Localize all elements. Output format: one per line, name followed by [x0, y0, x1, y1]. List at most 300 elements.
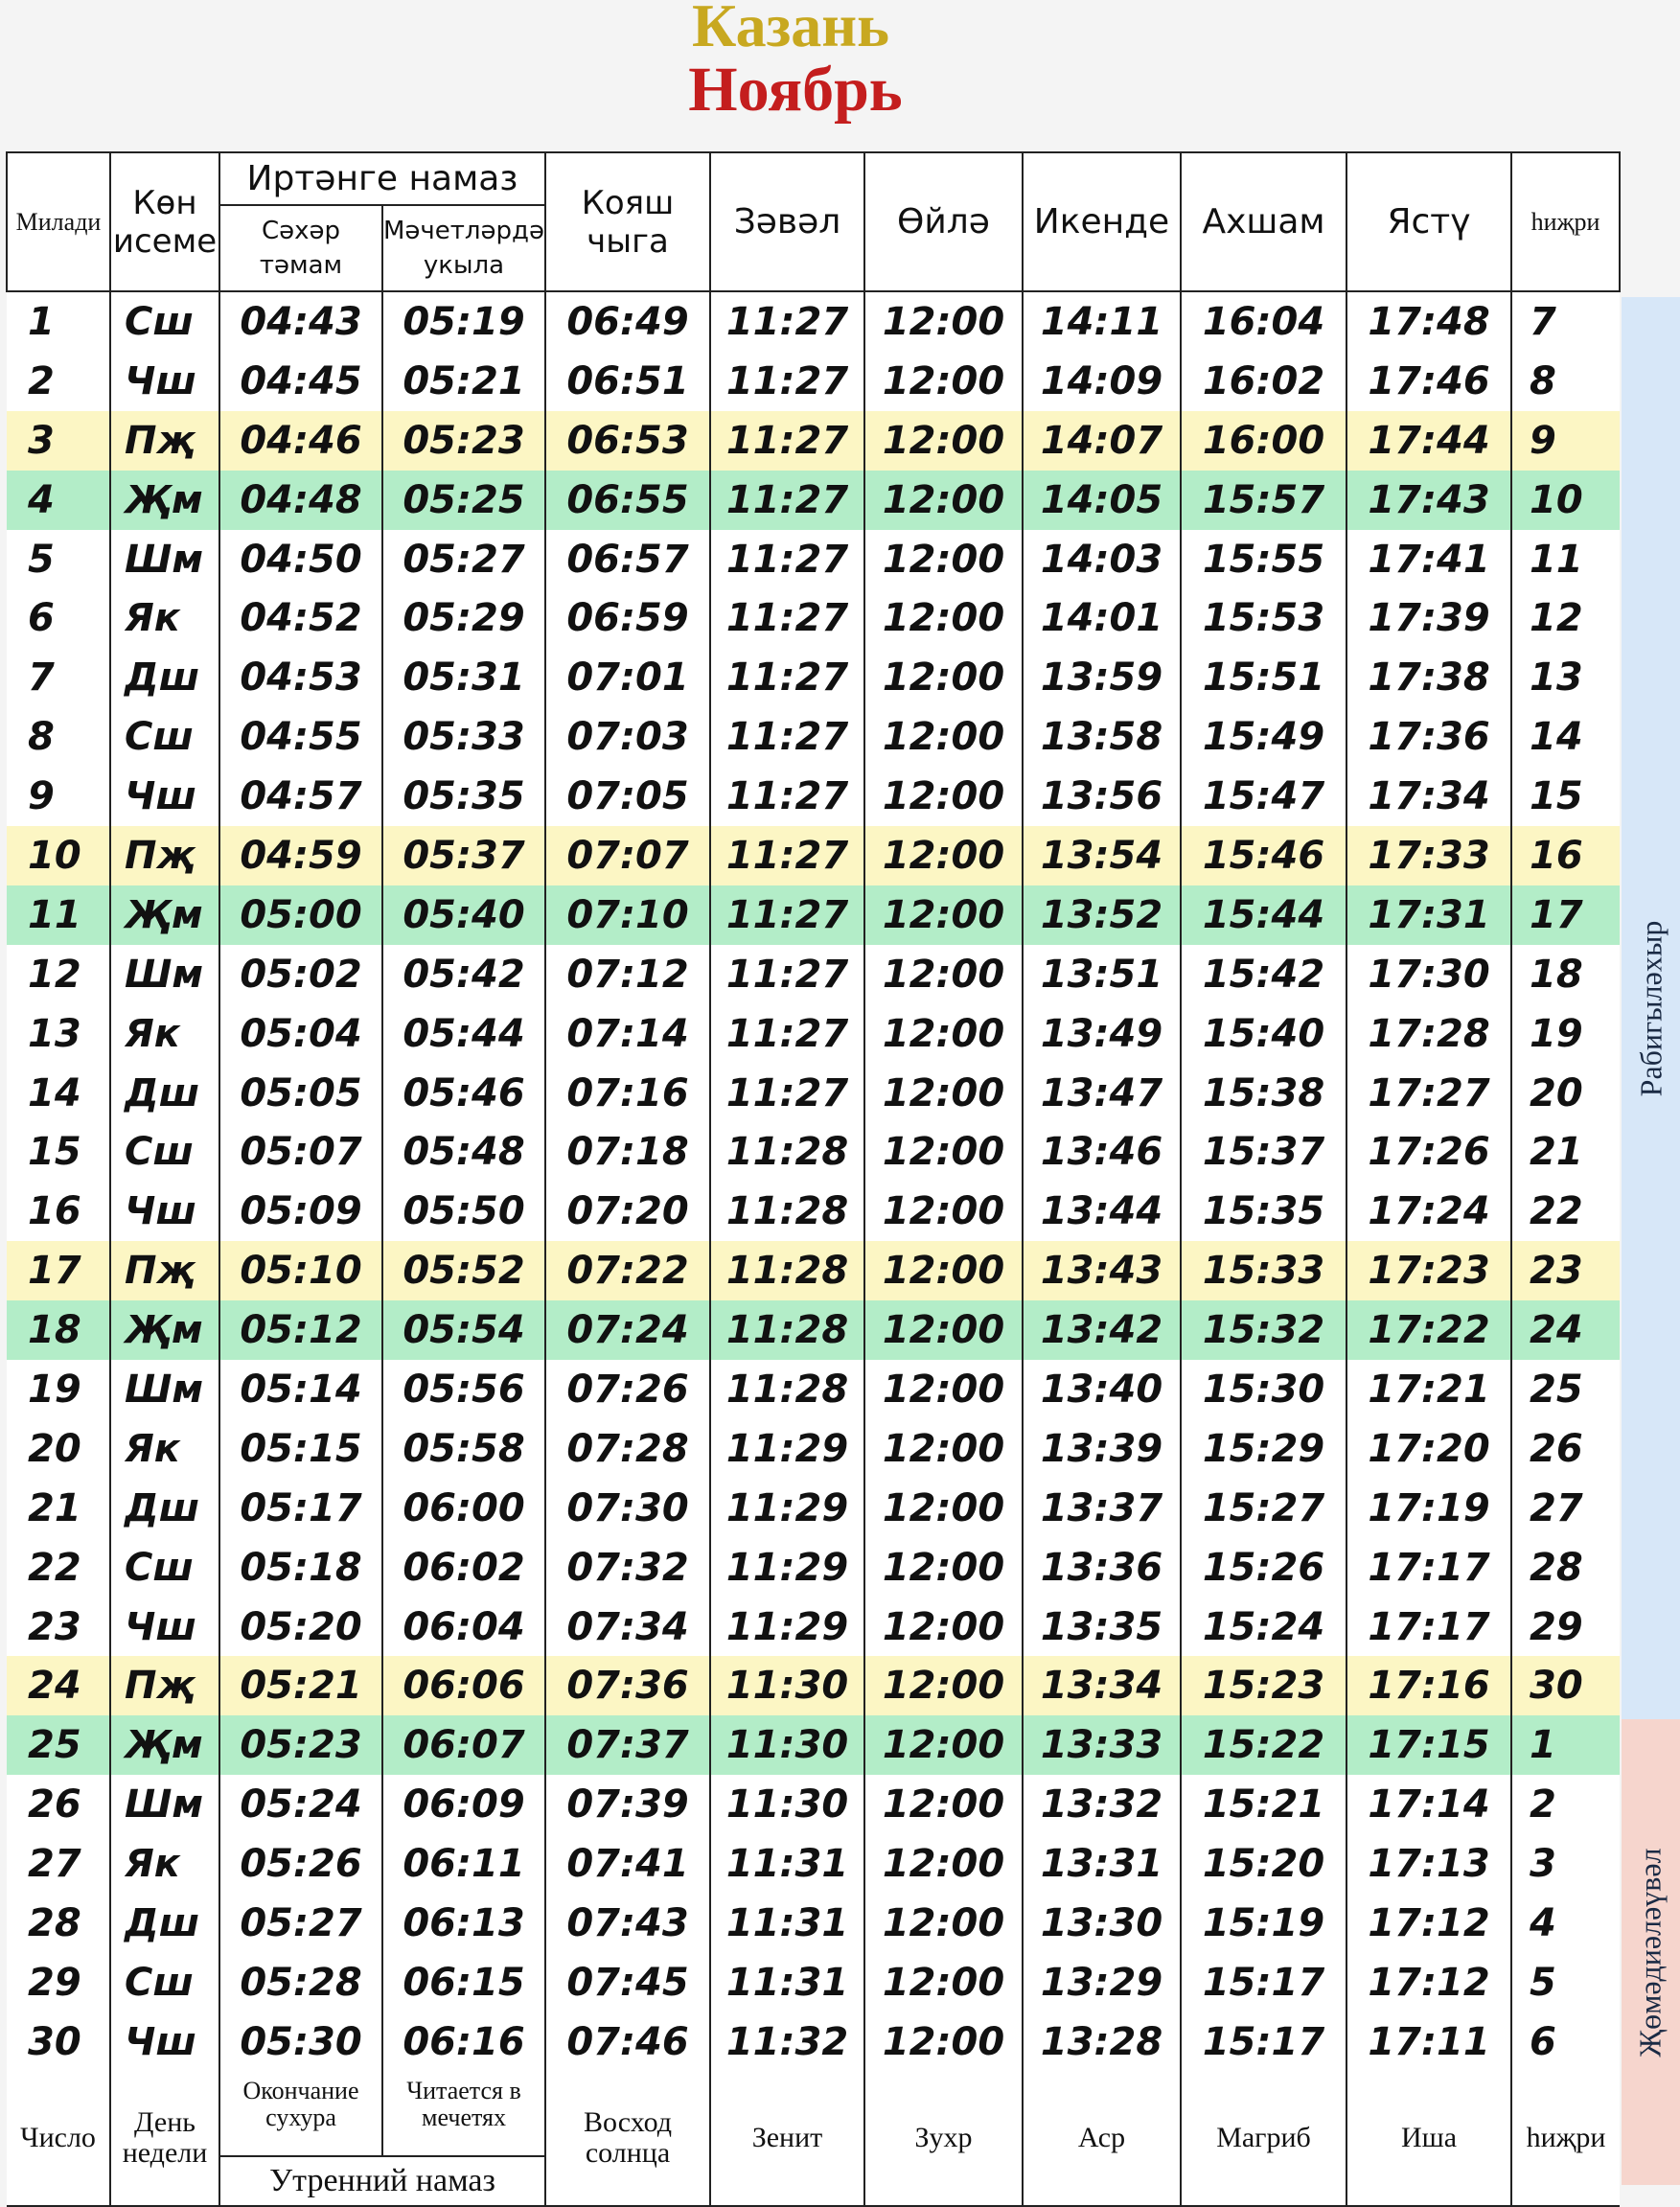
cell-zaval: 11:28: [710, 1360, 864, 1419]
cell-weekday: Сш: [110, 1953, 219, 2012]
cell-ikende: 13:43: [1023, 1241, 1181, 1300]
cell-weekday: Чш: [110, 1182, 219, 1241]
cell-hijri: 24: [1511, 1300, 1620, 1360]
cell-koyash: 07:18: [545, 1122, 710, 1182]
cell-mechet: 05:56: [382, 1360, 545, 1419]
cell-ikende: 13:52: [1023, 885, 1181, 945]
cell-yastu: 17:31: [1346, 885, 1511, 945]
cell-koyash: 07:16: [545, 1064, 710, 1123]
cell-mechet: 05:27: [382, 530, 545, 589]
cell-yastu: 17:30: [1346, 945, 1511, 1004]
cell-koyash: 07:20: [545, 1182, 710, 1241]
cell-ikende: 13:49: [1023, 1004, 1181, 1064]
cell-saxar: 04:48: [219, 471, 382, 530]
cell-ikende: 13:37: [1023, 1479, 1181, 1538]
cell-yastu: 17:27: [1346, 1064, 1511, 1123]
cell-date: 16: [28, 1189, 81, 1234]
cell-koyash: 06:49: [545, 291, 710, 352]
cell-saxar: 05:12: [219, 1300, 382, 1360]
table-row: [7, 1538, 1620, 1598]
cell-axsham: 15:38: [1181, 1064, 1346, 1123]
cell-weekday: Пҗ: [110, 826, 219, 885]
cell-yastu: 17:16: [1346, 1656, 1511, 1715]
table-row: [7, 945, 1620, 1004]
cell-koyash: 07:45: [545, 1953, 710, 2012]
cell-hijri: 2: [1511, 1775, 1620, 1834]
cell-ikende: 13:28: [1023, 2012, 1181, 2072]
header-oila: Өйлә: [864, 152, 1023, 291]
cell-oila: 12:00: [864, 1004, 1023, 1064]
cell-hijri: 18: [1511, 945, 1620, 1004]
cell-weekday: Чш: [110, 1598, 219, 1657]
cell-date: 29: [28, 1960, 81, 2005]
cell-oila: 12:00: [864, 1241, 1023, 1300]
cell-ikende: 13:58: [1023, 707, 1181, 767]
cell-weekday: Дш: [110, 1479, 219, 1538]
cell-zaval: 11:27: [710, 826, 864, 885]
cell-saxar: 05:14: [219, 1360, 382, 1419]
cell-mechet: 05:37: [382, 826, 545, 885]
cell-oila: 12:00: [864, 1834, 1023, 1894]
table-row: [7, 1419, 1620, 1479]
table-row: [7, 1241, 1620, 1300]
cell-oila: 12:00: [864, 352, 1023, 411]
cell-saxar: 05:18: [219, 1538, 382, 1598]
cell-zaval: 11:29: [710, 1419, 864, 1479]
cell-oila: 12:00: [864, 885, 1023, 945]
table-row: [7, 411, 1620, 471]
cell-mechet: 05:42: [382, 945, 545, 1004]
table-row: [7, 1834, 1620, 1894]
cell-zaval: 11:31: [710, 1894, 864, 1953]
cell-koyash: 07:46: [545, 2012, 710, 2072]
cell-zaval: 11:31: [710, 1834, 864, 1894]
cell-hijri: 9: [1511, 411, 1620, 471]
header-saxar: Сәхәр тәмам: [219, 205, 382, 291]
cell-date: 6: [28, 596, 55, 641]
cell-zaval: 11:27: [710, 1004, 864, 1064]
cell-yastu: 17:41: [1346, 530, 1511, 589]
cell-date: 22: [28, 1545, 81, 1590]
cell-hijri: 25: [1511, 1360, 1620, 1419]
cell-date: 17: [28, 1249, 81, 1294]
cell-yastu: 17:38: [1346, 648, 1511, 707]
cell-weekday: Җм: [110, 885, 219, 945]
cell-date: 4: [28, 477, 55, 522]
table-row: [7, 767, 1620, 826]
cell-ikende: 13:33: [1023, 1715, 1181, 1775]
cell-hijri: 17: [1511, 885, 1620, 945]
cell-date: 23: [28, 1604, 81, 1649]
header-mechet: Мәчетләрдә укыла: [382, 205, 545, 291]
cell-ikende: 13:54: [1023, 826, 1181, 885]
cell-oila: 12:00: [864, 471, 1023, 530]
cell-mechet: 06:02: [382, 1538, 545, 1598]
cell-axsham: 15:46: [1181, 826, 1346, 885]
cell-mechet: 05:33: [382, 707, 545, 767]
cell-oila: 12:00: [864, 1300, 1023, 1360]
cell-weekday: Чш: [110, 767, 219, 826]
footer-asr: Аср: [1023, 2072, 1181, 2206]
cell-saxar: 04:55: [219, 707, 382, 767]
footer-zuhr: Зухр: [864, 2072, 1023, 2206]
cell-mechet: 05:52: [382, 1241, 545, 1300]
cell-saxar: 05:10: [219, 1241, 382, 1300]
header-irtange-namaz: Иртәнге намаз: [219, 152, 545, 205]
header-koyash: Кояш чыга: [545, 152, 710, 291]
cell-zaval: 11:29: [710, 1479, 864, 1538]
hijri-month-first: Рабигыләхыр: [1633, 920, 1668, 1096]
cell-koyash: 07:34: [545, 1598, 710, 1657]
cell-koyash: 07:41: [545, 1834, 710, 1894]
cell-date: 1: [28, 299, 55, 344]
cell-axsham: 15:55: [1181, 530, 1346, 589]
cell-saxar: 05:04: [219, 1004, 382, 1064]
cell-oila: 12:00: [864, 826, 1023, 885]
cell-ikende: 13:29: [1023, 1953, 1181, 2012]
table-row: [7, 1953, 1620, 2012]
cell-saxar: 05:02: [219, 945, 382, 1004]
cell-axsham: 15:26: [1181, 1538, 1346, 1598]
cell-weekday: Як: [110, 1834, 219, 1894]
cell-yastu: 17:43: [1346, 471, 1511, 530]
cell-hijri: 26: [1511, 1419, 1620, 1479]
cell-zaval: 11:28: [710, 1122, 864, 1182]
cell-oila: 12:00: [864, 707, 1023, 767]
cell-saxar: 04:53: [219, 648, 382, 707]
month-title: Ноябрь: [688, 55, 903, 125]
cell-date: 27: [28, 1842, 81, 1887]
cell-axsham: 15:33: [1181, 1241, 1346, 1300]
cell-weekday: Чш: [110, 352, 219, 411]
cell-zaval: 11:27: [710, 767, 864, 826]
cell-hijri: 1: [1511, 1715, 1620, 1775]
table-row: [7, 1775, 1620, 1834]
cell-yastu: 17:14: [1346, 1775, 1511, 1834]
cell-yastu: 17:26: [1346, 1122, 1511, 1182]
cell-yastu: 17:22: [1346, 1300, 1511, 1360]
cell-saxar: 05:23: [219, 1715, 382, 1775]
cell-ikende: 13:47: [1023, 1064, 1181, 1123]
prayer-times-body: [7, 291, 1620, 2072]
cell-axsham: 16:04: [1181, 291, 1346, 352]
cell-ikende: 14:01: [1023, 588, 1181, 648]
cell-hijri: 22: [1511, 1182, 1620, 1241]
cell-mechet: 05:54: [382, 1300, 545, 1360]
cell-ikende: 13:32: [1023, 1775, 1181, 1834]
cell-axsham: 15:40: [1181, 1004, 1346, 1064]
cell-hijri: 7: [1511, 291, 1620, 352]
cell-koyash: 06:55: [545, 471, 710, 530]
prayer-times-table: [6, 151, 1621, 2207]
cell-ikende: 13:59: [1023, 648, 1181, 707]
cell-date: 8: [28, 715, 55, 760]
cell-oila: 12:00: [864, 588, 1023, 648]
cell-hijri: 3: [1511, 1834, 1620, 1894]
cell-hijri: 5: [1511, 1953, 1620, 2012]
cell-mechet: 05:25: [382, 471, 545, 530]
cell-zaval: 11:29: [710, 1538, 864, 1598]
cell-axsham: 15:29: [1181, 1419, 1346, 1479]
cell-saxar: 05:17: [219, 1479, 382, 1538]
cell-mechet: 06:06: [382, 1656, 545, 1715]
cell-weekday: Шм: [110, 1775, 219, 1834]
cell-weekday: Чш: [110, 2012, 219, 2072]
cell-axsham: 15:44: [1181, 885, 1346, 945]
cell-weekday: Сш: [110, 291, 219, 352]
table-row: [7, 1360, 1620, 1419]
cell-koyash: 07:30: [545, 1479, 710, 1538]
header-hijri: һиҗри: [1511, 152, 1620, 291]
cell-oila: 12:00: [864, 1122, 1023, 1182]
cell-mechet: 05:29: [382, 588, 545, 648]
cell-koyash: 06:59: [545, 588, 710, 648]
cell-mechet: 06:15: [382, 1953, 545, 2012]
cell-yastu: 17:12: [1346, 1953, 1511, 2012]
cell-oila: 12:00: [864, 1479, 1023, 1538]
cell-ikende: 13:42: [1023, 1300, 1181, 1360]
footer-zenit: Зенит: [710, 2072, 864, 2206]
cell-saxar: 05:28: [219, 1953, 382, 2012]
cell-koyash: 07:07: [545, 826, 710, 885]
footer-chitaetsya: Читается в мечетях: [382, 2072, 545, 2156]
cell-date: 14: [28, 1070, 81, 1115]
cell-zaval: 11:31: [710, 1953, 864, 2012]
cell-koyash: 07:03: [545, 707, 710, 767]
table-row: [7, 1656, 1620, 1715]
cell-weekday: Сш: [110, 1122, 219, 1182]
cell-saxar: 04:59: [219, 826, 382, 885]
cell-saxar: 04:57: [219, 767, 382, 826]
cell-weekday: Шм: [110, 945, 219, 1004]
cell-hijri: 6: [1511, 2012, 1620, 2072]
cell-axsham: 16:02: [1181, 352, 1346, 411]
cell-yastu: 17:39: [1346, 588, 1511, 648]
cell-ikende: 14:03: [1023, 530, 1181, 589]
cell-ikende: 14:07: [1023, 411, 1181, 471]
cell-hijri: 27: [1511, 1479, 1620, 1538]
table-row: [7, 2012, 1620, 2072]
cell-yastu: 17:13: [1346, 1834, 1511, 1894]
header-yastu: Ястү: [1346, 152, 1511, 291]
cell-axsham: 15:51: [1181, 648, 1346, 707]
footer-okonchanie: Окончание сухура: [219, 2072, 382, 2156]
cell-weekday: Сш: [110, 707, 219, 767]
cell-date: 15: [28, 1130, 81, 1175]
cell-weekday: Шм: [110, 1360, 219, 1419]
cell-zaval: 11:27: [710, 885, 864, 945]
cell-koyash: 07:36: [545, 1656, 710, 1715]
cell-mechet: 05:31: [382, 648, 545, 707]
table-row: [7, 707, 1620, 767]
cell-yastu: 17:24: [1346, 1182, 1511, 1241]
cell-zaval: 11:27: [710, 945, 864, 1004]
cell-axsham: 15:30: [1181, 1360, 1346, 1419]
cell-saxar: 05:00: [219, 885, 382, 945]
cell-yastu: 17:20: [1346, 1419, 1511, 1479]
cell-yastu: 17:28: [1346, 1004, 1511, 1064]
footer-isha: Иша: [1346, 2072, 1511, 2206]
cell-hijri: 30: [1511, 1656, 1620, 1715]
cell-axsham: 15:17: [1181, 1953, 1346, 2012]
table-row: [7, 1122, 1620, 1182]
cell-oila: 12:00: [864, 1182, 1023, 1241]
cell-yastu: 17:11: [1346, 2012, 1511, 2072]
cell-saxar: 04:45: [219, 352, 382, 411]
cell-mechet: 06:09: [382, 1775, 545, 1834]
footer-magrib: Магриб: [1181, 2072, 1346, 2206]
cell-date: 2: [28, 358, 55, 403]
cell-mechet: 05:50: [382, 1182, 545, 1241]
cell-yastu: 17:19: [1346, 1479, 1511, 1538]
footer-hijri: һиҗри: [1511, 2072, 1620, 2206]
cell-saxar: 05:05: [219, 1064, 382, 1123]
city-title: Казань: [692, 0, 889, 59]
cell-yastu: 17:12: [1346, 1894, 1511, 1953]
cell-saxar: 05:24: [219, 1775, 382, 1834]
cell-saxar: 05:21: [219, 1656, 382, 1715]
table-row: [7, 1715, 1620, 1775]
cell-koyash: 07:39: [545, 1775, 710, 1834]
table-row: [7, 1300, 1620, 1360]
cell-weekday: Җм: [110, 1300, 219, 1360]
cell-koyash: 07:28: [545, 1419, 710, 1479]
cell-saxar: 05:07: [219, 1122, 382, 1182]
cell-zaval: 11:30: [710, 1656, 864, 1715]
table-row: [7, 530, 1620, 589]
cell-mechet: 06:11: [382, 1834, 545, 1894]
cell-saxar: 05:30: [219, 2012, 382, 2072]
cell-zaval: 11:27: [710, 588, 864, 648]
cell-oila: 12:00: [864, 530, 1023, 589]
cell-zaval: 11:27: [710, 648, 864, 707]
cell-date: 24: [28, 1664, 81, 1709]
cell-hijri: 23: [1511, 1241, 1620, 1300]
table-row: [7, 648, 1620, 707]
cell-ikende: 14:11: [1023, 291, 1181, 352]
table-row: [7, 588, 1620, 648]
cell-hijri: 21: [1511, 1122, 1620, 1182]
cell-zaval: 11:29: [710, 1598, 864, 1657]
cell-oila: 12:00: [864, 1064, 1023, 1123]
cell-zaval: 11:27: [710, 471, 864, 530]
cell-zaval: 11:27: [710, 1064, 864, 1123]
table-row: [7, 1064, 1620, 1123]
cell-zaval: 11:27: [710, 530, 864, 589]
cell-koyash: 06:53: [545, 411, 710, 471]
cell-zaval: 11:28: [710, 1300, 864, 1360]
cell-ikende: 13:39: [1023, 1419, 1181, 1479]
header-ikende: Икенде: [1023, 152, 1181, 291]
cell-mechet: 06:13: [382, 1894, 545, 1953]
cell-mechet: 05:48: [382, 1122, 545, 1182]
cell-date: 25: [28, 1723, 81, 1768]
cell-koyash: 07:12: [545, 945, 710, 1004]
cell-hijri: 10: [1511, 471, 1620, 530]
table-row: [7, 1894, 1620, 1953]
header-miladi: Милади: [7, 152, 110, 291]
cell-yastu: 17:46: [1346, 352, 1511, 411]
cell-mechet: 05:23: [382, 411, 545, 471]
cell-saxar: 05:15: [219, 1419, 382, 1479]
cell-weekday: Пҗ: [110, 1656, 219, 1715]
cell-axsham: 15:42: [1181, 945, 1346, 1004]
cell-date: 12: [28, 952, 81, 997]
cell-yastu: 17:15: [1346, 1715, 1511, 1775]
cell-axsham: 15:47: [1181, 767, 1346, 826]
cell-date: 11: [28, 892, 81, 937]
hijri-month-band-second: [1622, 1719, 1680, 2185]
cell-zaval: 11:27: [710, 411, 864, 471]
cell-oila: 12:00: [864, 1538, 1023, 1598]
cell-koyash: 07:43: [545, 1894, 710, 1953]
cell-axsham: 15:17: [1181, 2012, 1346, 2072]
table-row: [7, 471, 1620, 530]
cell-mechet: 06:04: [382, 1598, 545, 1657]
cell-oila: 12:00: [864, 1953, 1023, 2012]
cell-weekday: Як: [110, 588, 219, 648]
cell-zaval: 11:28: [710, 1182, 864, 1241]
cell-hijri: 14: [1511, 707, 1620, 767]
cell-hijri: 16: [1511, 826, 1620, 885]
cell-saxar: 05:27: [219, 1894, 382, 1953]
footer-voskhod: Восход солнца: [545, 2072, 710, 2206]
cell-weekday: Як: [110, 1004, 219, 1064]
cell-date: 7: [28, 655, 55, 701]
cell-hijri: 28: [1511, 1538, 1620, 1598]
header-kon-iseme: Көн исеме: [110, 152, 219, 291]
cell-mechet: 05:58: [382, 1419, 545, 1479]
cell-axsham: 15:27: [1181, 1479, 1346, 1538]
cell-oila: 12:00: [864, 648, 1023, 707]
cell-weekday: Дш: [110, 1894, 219, 1953]
cell-ikende: 13:44: [1023, 1182, 1181, 1241]
cell-saxar: 04:52: [219, 588, 382, 648]
cell-hijri: 20: [1511, 1064, 1620, 1123]
cell-weekday: Җм: [110, 1715, 219, 1775]
cell-yastu: 17:17: [1346, 1598, 1511, 1657]
cell-saxar: 05:26: [219, 1834, 382, 1894]
cell-hijri: 15: [1511, 767, 1620, 826]
table-row: [7, 291, 1620, 352]
cell-axsham: 15:32: [1181, 1300, 1346, 1360]
cell-saxar: 04:50: [219, 530, 382, 589]
table-row: [7, 1479, 1620, 1538]
cell-oila: 12:00: [864, 2012, 1023, 2072]
cell-date: 28: [28, 1900, 81, 1945]
cell-hijri: 12: [1511, 588, 1620, 648]
cell-date: 18: [28, 1308, 81, 1353]
cell-date: 20: [28, 1426, 81, 1471]
cell-weekday: Сш: [110, 1538, 219, 1598]
cell-weekday: Шм: [110, 530, 219, 589]
cell-axsham: 15:49: [1181, 707, 1346, 767]
cell-axsham: 15:22: [1181, 1715, 1346, 1775]
cell-ikende: 13:30: [1023, 1894, 1181, 1953]
footer-utrenniy-namaz: Утренний намаз: [219, 2156, 545, 2206]
cell-axsham: 15:37: [1181, 1122, 1346, 1182]
cell-date: 5: [28, 537, 55, 582]
header-axsham: Ахшам: [1181, 152, 1346, 291]
cell-yastu: 17:44: [1346, 411, 1511, 471]
footer-chislo: Число: [7, 2072, 110, 2206]
table-row: [7, 1004, 1620, 1064]
cell-yastu: 17:34: [1346, 767, 1511, 826]
cell-oila: 12:00: [864, 1775, 1023, 1834]
cell-zaval: 11:27: [710, 291, 864, 352]
cell-yastu: 17:36: [1346, 707, 1511, 767]
cell-axsham: 15:19: [1181, 1894, 1346, 1953]
